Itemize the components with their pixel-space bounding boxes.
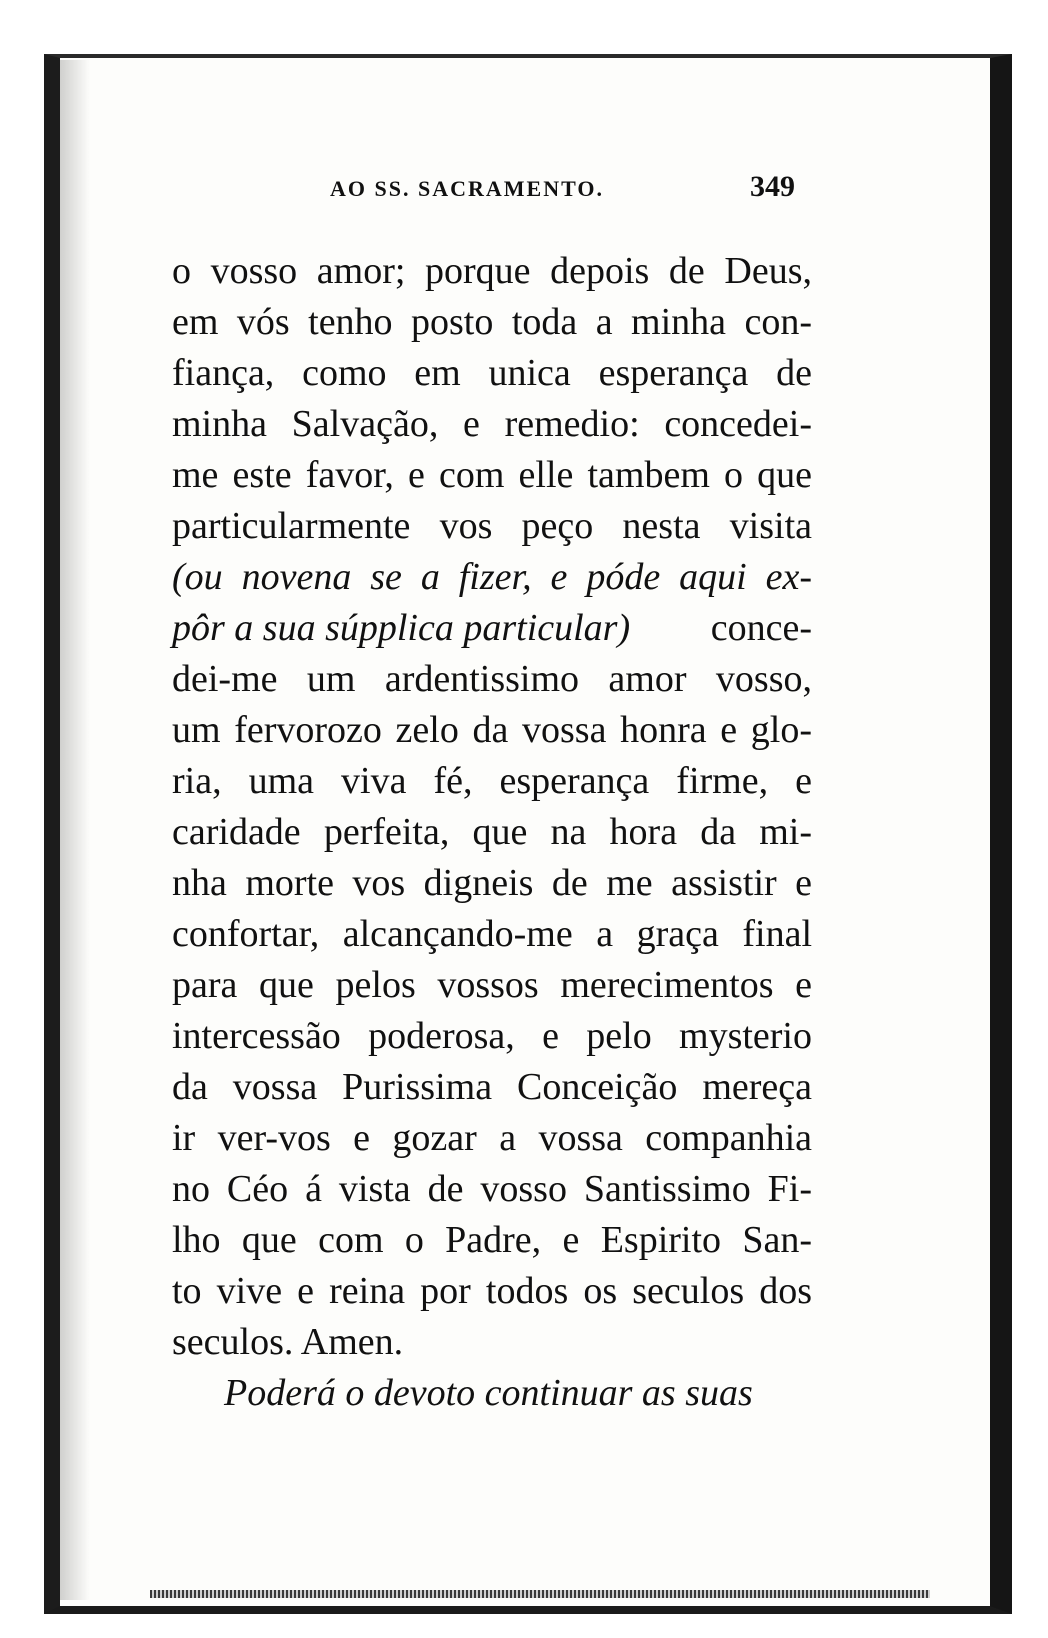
text-line: to vive e reina por todos os seculos dos [172, 1270, 812, 1312]
text-line: ria, uma viva fé, esperança firme, e [172, 760, 812, 802]
text-line: o vosso amor; porque depois de Deus, [172, 250, 812, 292]
text-line: lho que com o Padre, e Espirito San- [172, 1219, 812, 1261]
text-line: para que pelos vossos merecimentos e [172, 964, 812, 1006]
italic-segment: pôr a sua súpplica particular) [172, 607, 631, 649]
text-line: nha morte vos digneis de me assistir e [172, 862, 812, 904]
page-number: 349 [750, 170, 795, 203]
text-line: no Céo á vista de vosso Santissimo Fi- [172, 1168, 812, 1210]
text-line: um fervorozo zelo da vossa honra e glo- [172, 709, 812, 751]
text-line-italic: (ou novena se a fizer, e póde aqui ex- [172, 556, 812, 598]
text-line: minha Salvação, e remedio: concedei- [172, 403, 812, 445]
text-line: confortar, alcançando-me a graça final [172, 913, 812, 955]
body-text [172, 246, 812, 1419]
running-head: AO SS. SACRAMENTO. [330, 176, 604, 201]
text-line: me este favor, e com elle tambem o que [172, 454, 812, 496]
text-line: particularmente vos peço nesta visita [172, 505, 812, 547]
closing-italic-line: Poderá o devoto continuar as suas [224, 1372, 753, 1414]
text-line: da vossa Purissima Conceição mereça [172, 1066, 812, 1108]
roman-segment: conce- [710, 607, 812, 649]
binding-shadow [60, 60, 90, 1600]
scan-edge [150, 1590, 930, 1598]
text-line: ir ver-vos e gozar a vossa companhia [172, 1117, 812, 1159]
text-line: fiança, como em unica esperança de [172, 352, 812, 394]
text-line: caridade perfeita, que na hora da mi- [172, 811, 812, 853]
text-line-final: seculos. Amen. [172, 1321, 404, 1363]
text-line: intercessão poderosa, e pelo mysterio [172, 1015, 812, 1057]
page-header [330, 170, 850, 210]
text-line-mixed [172, 603, 812, 654]
text-line: dei-me um ardentissimo amor vosso, [172, 658, 812, 700]
text-line: em vós tenho posto toda a minha con- [172, 301, 812, 343]
